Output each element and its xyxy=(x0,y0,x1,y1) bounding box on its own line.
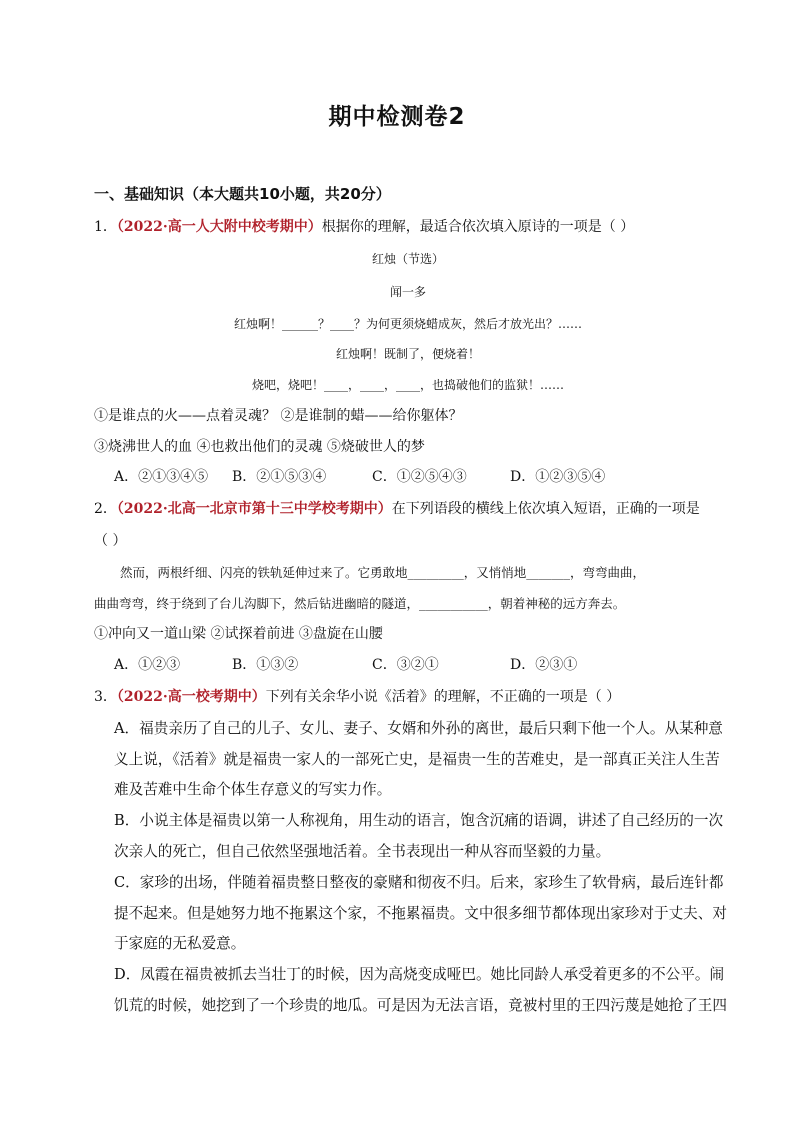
question-source: （2022·高一校考期中） xyxy=(116,689,266,705)
question-number: 1． xyxy=(94,219,117,235)
option-a-text: 难及苦难中生命个体生存意义的写实力作。 xyxy=(114,781,392,798)
question-2-stem xyxy=(94,498,700,518)
section-heading: 一、基础知识（本大题共10小题，共20分） xyxy=(94,185,391,203)
option-d-text: D．凤霞在福贵被抓去当壮丁的时候，因为高烧变成哑巴。她比同龄人承受着更多的不公平。闹 xyxy=(114,966,725,983)
option-c: C．③②① xyxy=(372,657,439,673)
option-c: C．①②⑤④③ xyxy=(372,469,467,485)
question-source: （2022·北高一北京市第十三中学校考期中） xyxy=(116,501,392,517)
option-c-text: 于家庭的无私爱意。 xyxy=(114,935,246,952)
question-text: 根据你的理解，最适合依次填入原诗的一项是（ ） xyxy=(321,219,635,235)
question-3-stem xyxy=(94,686,620,706)
option-c-text: 提不起来。但是她努力地不拖累这个家，不拖累福贵。文中很多细节都体现出家珍对于丈夫、对 xyxy=(114,905,727,922)
poem-author: 闻一多 xyxy=(389,285,426,299)
option-a-text: A．福贵亲历了自己的儿子、女儿、妻子、女婿和外孙的离世，最后只剩下他一个人。从某种意 xyxy=(114,720,723,737)
poem-line: 红烛啊！______？____？为何更须烧蜡成灰，然后才放光出？…… xyxy=(233,317,582,331)
question-text: 下列有关余华小说《活着》的理解，不正确的一项是（ ） xyxy=(265,689,621,705)
option-b-text: 次亲人的死亡，但自己依然坚强地活着。全书表现出一种从容而坚毅的力量。 xyxy=(114,843,611,860)
option-a-text: 义上说，《活着》就是福贵一家人的一部死亡史，是福贵一生的苦难史，是一部真正关注人生苦 xyxy=(114,751,720,768)
option-a: A．①②③ xyxy=(114,657,181,673)
option-c-text: C．家珍的出场，伴随着福贵整日整夜的豪赌和彻夜不归。后来，家珍生了软骨病，最后连针都 xyxy=(114,874,724,891)
question-bracket: （ ） xyxy=(94,533,127,549)
option-d-text: 饥荒的时候，她挖到了一个珍贵的地瓜。可是因为无法言语，竟被村里的王四污蔑是她抢了王四 xyxy=(114,997,727,1014)
question-1-stem xyxy=(94,216,634,236)
choice-items: ③烧沸世人的血 ④也救出他们的灵魂 ⑤烧破世人的梦 xyxy=(94,439,425,455)
option-b-text: B．小说主体是福贵以第一人称视角，用生动的语言，饱含沉痛的语调，讲述了自己经历的一次 xyxy=(114,812,724,829)
question-number: 3． xyxy=(94,689,117,705)
poem-title: 红烛（节选） xyxy=(371,252,444,266)
option-b: B．①③② xyxy=(232,657,299,673)
poem-line: 红烛啊！既制了，便烧着！ xyxy=(335,347,480,361)
choice-items: ①是谁点的火——点着灵魂？ ②是谁制的蜡——给你躯体？ xyxy=(94,408,463,424)
passage-line: 然而，两根纤细、闪亮的铁轨延伸过来了。它勇敢地_________，又悄悄地_______，弯弯曲曲， xyxy=(120,565,646,580)
option-a: A．②①③④⑤ xyxy=(114,469,209,485)
option-b: B．②①⑤③④ xyxy=(232,469,327,485)
page-title: 期中检测卷2 xyxy=(328,104,466,130)
question-source: （2022·高一人大附中校考期中） xyxy=(116,219,322,235)
choice-items: ①冲向又一道山梁 ②试探着前进 ③盘旋在山腰 xyxy=(94,626,383,642)
option-d: D．①②③⑤④ xyxy=(510,469,606,485)
passage-line: 曲曲弯弯，终于绕到了台儿沟脚下，然后钻进幽暗的隧道，___________，朝着神秘的远方奔去。 xyxy=(94,596,626,611)
poem-line: 烧吧，烧吧！____，____，____，也捣破他们的监狱！…… xyxy=(251,378,564,392)
question-number: 2． xyxy=(94,501,117,517)
question-text: 在下列语段的横线上依次填入短语，正确的一项是 xyxy=(391,501,700,517)
option-d: D．②③① xyxy=(510,657,578,673)
